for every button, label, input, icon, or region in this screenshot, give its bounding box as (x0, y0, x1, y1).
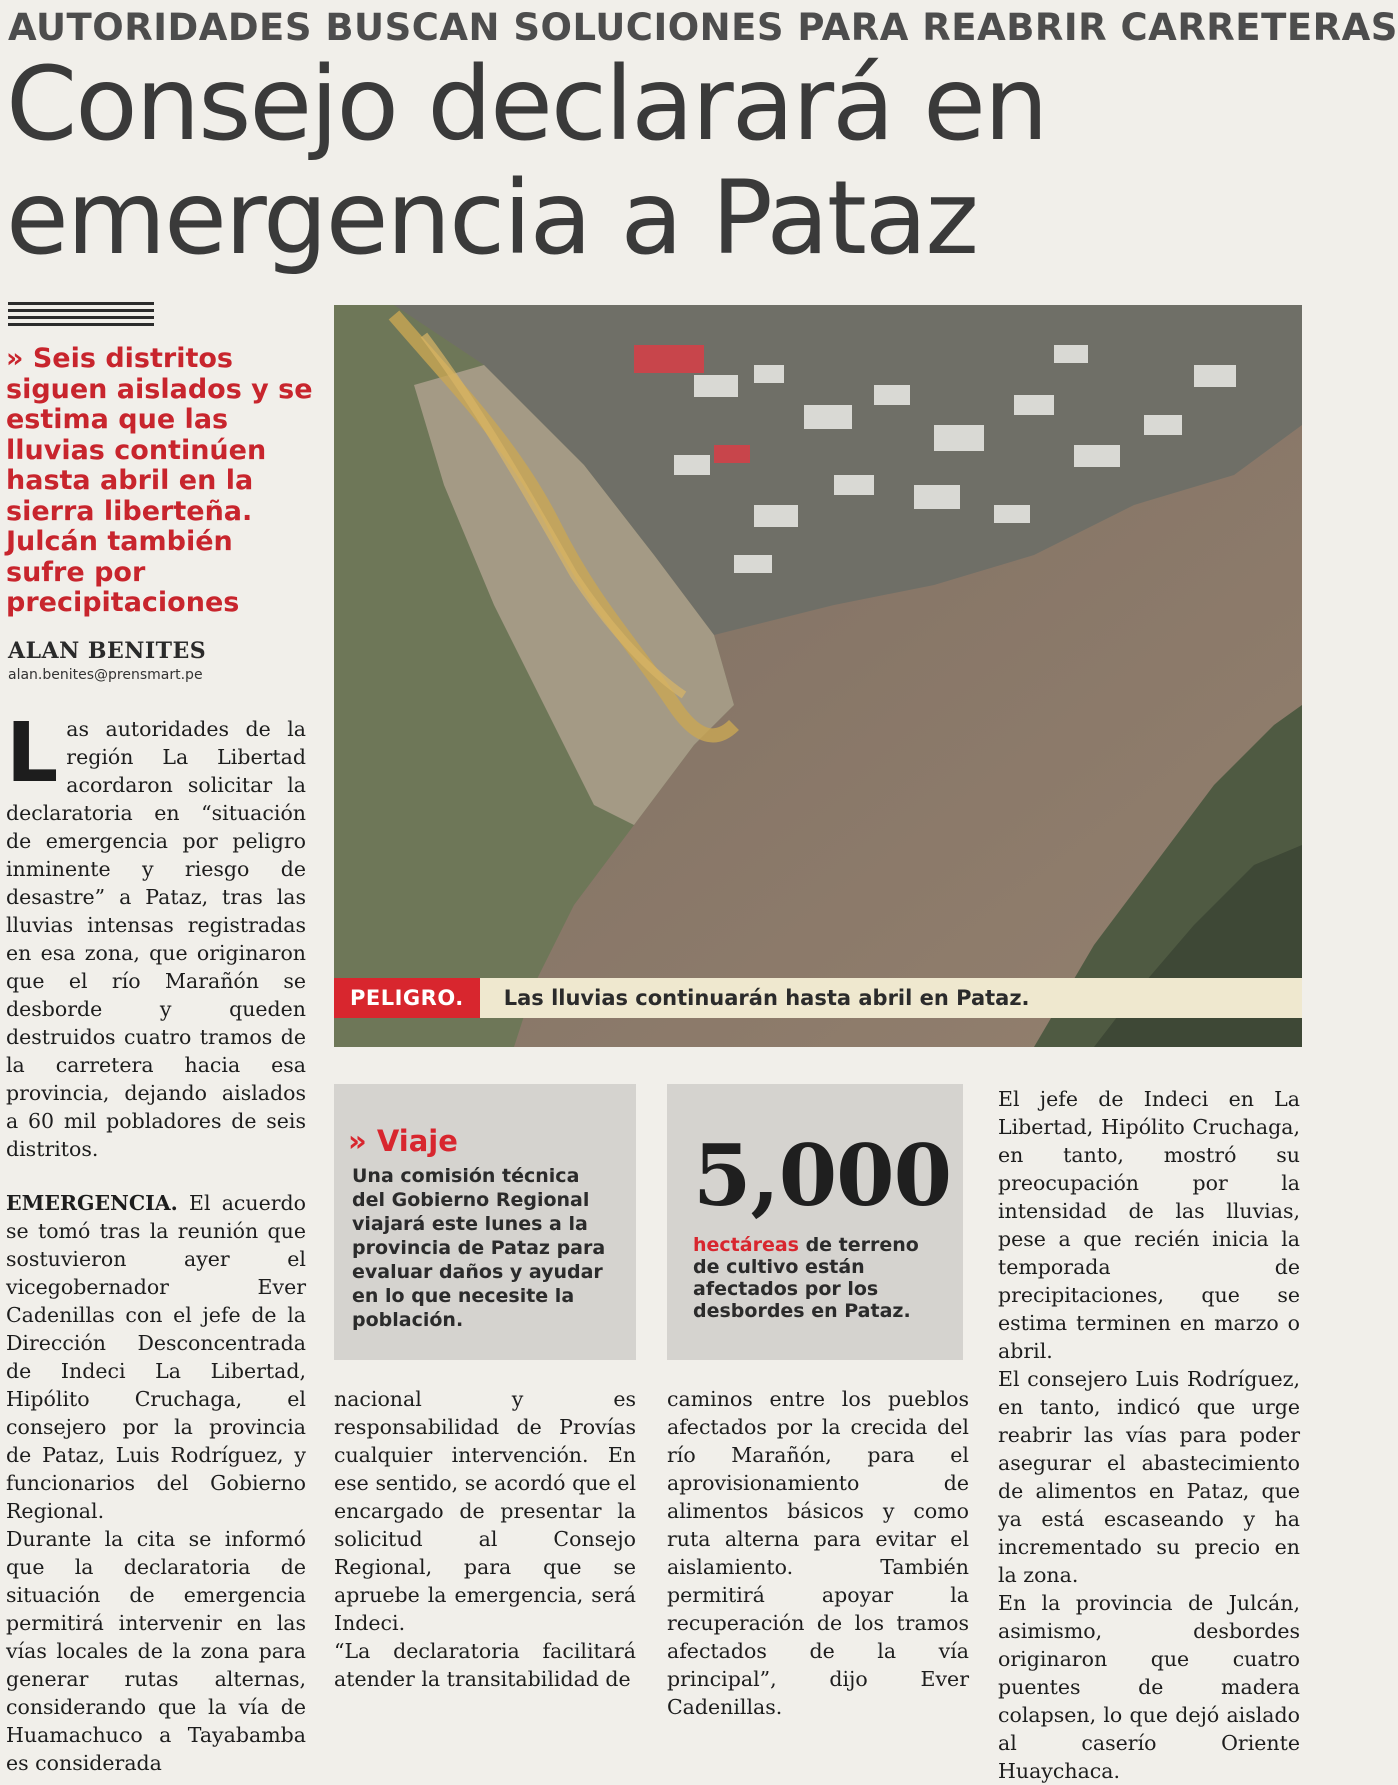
column-2-paragraph: nacional y es responsabilidad de Provías cualquier intervención. En ese sentido, se acordó que el encargado de presentar la solicitud al Consejo Regional, para que se apruebe la emergencia, será Indeci. (334, 1387, 636, 1635)
sidebar-viaje-title: » Viaje (348, 1124, 458, 1158)
kicker: AUTORIDADES BUSCAN SOLUCIONES PARA REABRIR CARRETERAS (8, 6, 1398, 49)
section-lead-in: EMERGENCIA. (6, 1191, 178, 1215)
sidebar-stat (667, 1084, 963, 1360)
aerial-flood-photo (334, 305, 1302, 1047)
column-4-paragraph-3: En la provincia de Julcán, asimismo, desbordes originaron que cuatro puentes de madera colapsen, lo que dejó aislado al caserío Oriente Huaychaca. (998, 1591, 1300, 1783)
column-2-quote: “La declaratoria facilitará atender la transitabilidad de (334, 1639, 636, 1691)
stat-highlight: hectáreas (693, 1234, 799, 1256)
article-column-2 (334, 1385, 636, 1693)
headline (6, 45, 1306, 278)
article-column-3 (667, 1385, 969, 1721)
photo-caption (334, 978, 1302, 1018)
column-3-paragraph: caminos entre los pueblos afectados por la crecida del río Marañón, para el aprovisionamiento de alimentos básicos y como ruta alterna para evitar el aislamiento. También permitirá apoyar la recuperación de los tramos afectados de la vía principal”, dijo Ever Cadenillas. (667, 1387, 969, 1719)
deck-summary: » Seis distritos siguen aislados y se estima que las lluvias continúen hasta abril en la sierra liberteña. Julcán también sufre por precipitaciones (6, 343, 313, 618)
article-column-1 (6, 706, 306, 1777)
byline-author: ALAN BENITES (8, 638, 207, 664)
caption-text: Las lluvias continuarán hasta abril en Pataz. (503, 986, 1030, 1010)
sidebar-viaje-body: Una comisión técnica del Gobierno Regional viajará este lunes a la provincia de Pataz para evaluar daños y ayudar en lo que necesite la población. (352, 1165, 606, 1331)
stat-text (693, 1234, 951, 1322)
article-column-4 (998, 1085, 1300, 1785)
column-4-paragraph-1: El jefe de Indeci en La Libertad, Hipólito Cruchaga, en tanto, mostró su preocupación por la intensidad de las lluvias, pese a que recién inicia la temporada de precipitaciones, que se estima terminen en marzo o abril. (998, 1087, 1300, 1363)
decorative-rules (8, 302, 154, 328)
byline-email: alan.benites@prensmart.pe (8, 667, 203, 683)
headline-line-1: Consejo declarará en (6, 45, 1047, 164)
column-4-paragraph-2: El consejero Luis Rodríguez, en tanto, indicó que urge reabrir las vías para poder asegurar el abastecimiento de alimentos en Pataz, que ya está escaseando y ha incrementado su precio en la zona. (998, 1367, 1300, 1587)
paragraph-1: as autoridades de la región La Libertad acordaron solicitar la declaratoria en “situación de emergencia por peligro inminente y riesgo de desastre” a Pataz, tras las lluvias intensas registradas en esa zona, que originaron que el río Marañón se desborde y queden destruidos cuatro tramos de la carretera hacia esa provincia, dejando aislados a 60 mil pobladores de seis distritos. (6, 717, 306, 1161)
headline-line-2: emergencia a Pataz (6, 159, 977, 278)
caption-tag: PELIGRO. (334, 978, 480, 1018)
paragraph-3: Durante la cita se informó que la declaratoria de situación de emergencia permitirá intervenir en las vías locales de la zona para generar rutas alternas, considerando que la vía de Huamachuco a Tayabamba es considerada (6, 1527, 306, 1775)
paragraph-2: El acuerdo se tomó tras la reunión que sostuvieron ayer el vicegobernador Ever Cadenillas con el jefe de la Dirección Desconcentrada de Indeci La Libertad, Hipólito Cruchaga, el consejero por la provincia de Pataz, Luis Rodríguez, y funcionarios del Gobierno Regional. (6, 1191, 306, 1523)
sidebar-viaje (334, 1084, 636, 1360)
stat-description: de terreno de cultivo están afectados por los desbordes en Pataz. (693, 1234, 919, 1322)
dropcap: L (6, 706, 59, 801)
stat-number: 5,000 (693, 1126, 952, 1225)
